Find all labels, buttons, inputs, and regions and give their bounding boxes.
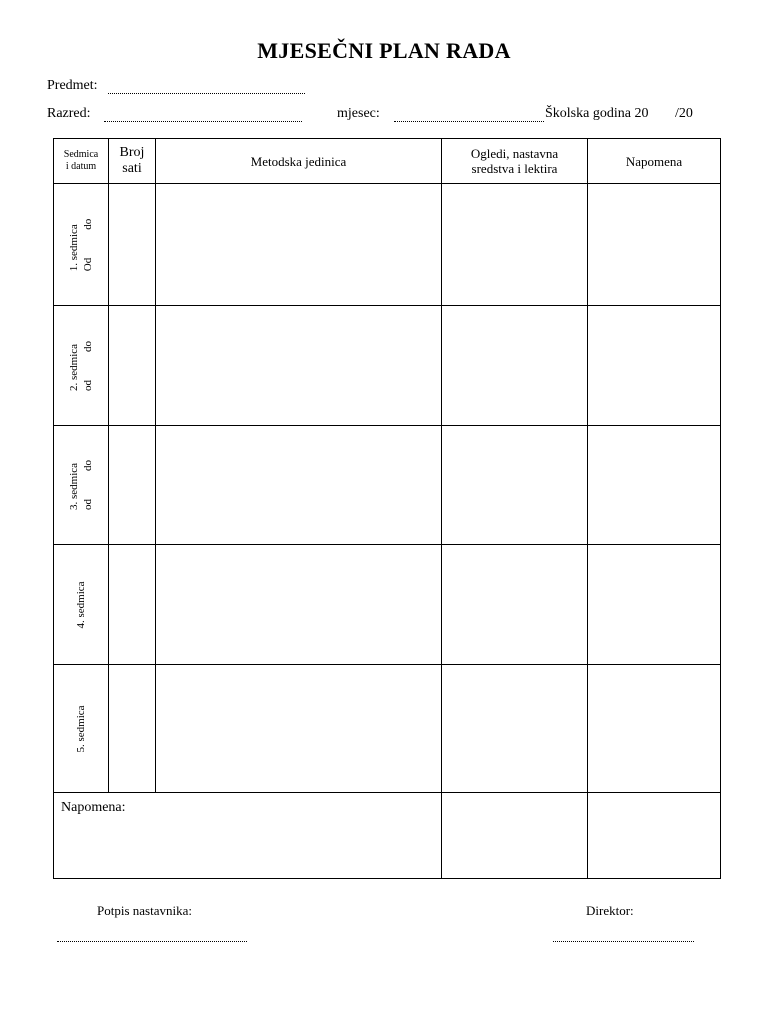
week-label: 3. sedmica oddo xyxy=(68,460,94,510)
week-cell xyxy=(54,426,109,545)
plan-table xyxy=(53,138,721,879)
table-row xyxy=(54,665,721,793)
razred-field[interactable] xyxy=(104,121,302,122)
header-metodska-jedinica: Metodska jedinica xyxy=(156,139,442,184)
mjesec-field[interactable] xyxy=(394,121,544,122)
ogledi-cell[interactable] xyxy=(442,426,588,545)
table-header-row xyxy=(54,139,721,184)
ogledi-cell[interactable] xyxy=(442,306,588,426)
broj-sati-cell[interactable] xyxy=(109,426,156,545)
footer-napomena-cell[interactable] xyxy=(54,793,442,879)
broj-sati-cell[interactable] xyxy=(109,306,156,426)
teacher-signature-line[interactable] xyxy=(57,941,247,942)
broj-sati-cell[interactable] xyxy=(109,665,156,793)
metodska-jedinica-cell[interactable] xyxy=(156,545,442,665)
napomena-cell[interactable] xyxy=(588,306,721,426)
ogledi-cell[interactable] xyxy=(442,665,588,793)
week-cell xyxy=(54,184,109,306)
week-label: 1. sedmica Oddo xyxy=(68,218,94,271)
teacher-signature-label: Potpis nastavnika: xyxy=(97,903,192,918)
metodska-jedinica-cell[interactable] xyxy=(156,184,442,306)
header-ogledi: Ogledi, nastavna sredstva i lektira xyxy=(442,139,588,184)
week-label: 4. sedmica xyxy=(75,580,87,629)
broj-sati-cell[interactable] xyxy=(109,184,156,306)
week-cell xyxy=(54,545,109,665)
skolska-godina-label: Školska godina 20 xyxy=(545,106,649,121)
ogledi-cell[interactable] xyxy=(442,184,588,306)
table-row xyxy=(54,184,721,306)
week-cell xyxy=(54,665,109,793)
table-row xyxy=(54,426,721,545)
napomena-cell[interactable] xyxy=(588,545,721,665)
table-footer-row xyxy=(54,793,721,879)
director-signature-label: Direktor: xyxy=(586,903,634,918)
razred-label: Razred: xyxy=(47,106,91,121)
mjesec-label: mjesec: xyxy=(337,106,380,121)
table-row xyxy=(54,545,721,665)
week-label: 2. sedmica oddo xyxy=(68,340,94,391)
skolska-godina-suffix: /20 xyxy=(675,106,693,121)
header-napomena: Napomena xyxy=(588,139,721,184)
metodska-jedinica-cell[interactable] xyxy=(156,306,442,426)
predmet-label: Predmet: xyxy=(47,78,98,93)
predmet-field[interactable] xyxy=(108,93,305,94)
week-cell xyxy=(54,306,109,426)
napomena-cell[interactable] xyxy=(588,665,721,793)
footer-ogledi-cell[interactable] xyxy=(442,793,588,879)
metodska-jedinica-cell[interactable] xyxy=(156,426,442,545)
table-row xyxy=(54,306,721,426)
broj-sati-cell[interactable] xyxy=(109,545,156,665)
header-sedmica: Sedmica i datum xyxy=(54,139,109,184)
footer-napomena-label: Napomena: xyxy=(61,800,126,815)
napomena-cell[interactable] xyxy=(588,184,721,306)
page-title: MJESEČNI PLAN RADA xyxy=(257,38,511,63)
napomena-cell[interactable] xyxy=(588,426,721,545)
ogledi-cell[interactable] xyxy=(442,545,588,665)
footer-napomena-extra-cell[interactable] xyxy=(588,793,721,879)
week-label: 5. sedmica xyxy=(75,704,87,753)
header-broj-sati: Broj sati xyxy=(109,139,156,184)
director-signature-line[interactable] xyxy=(553,941,694,942)
metodska-jedinica-cell[interactable] xyxy=(156,665,442,793)
